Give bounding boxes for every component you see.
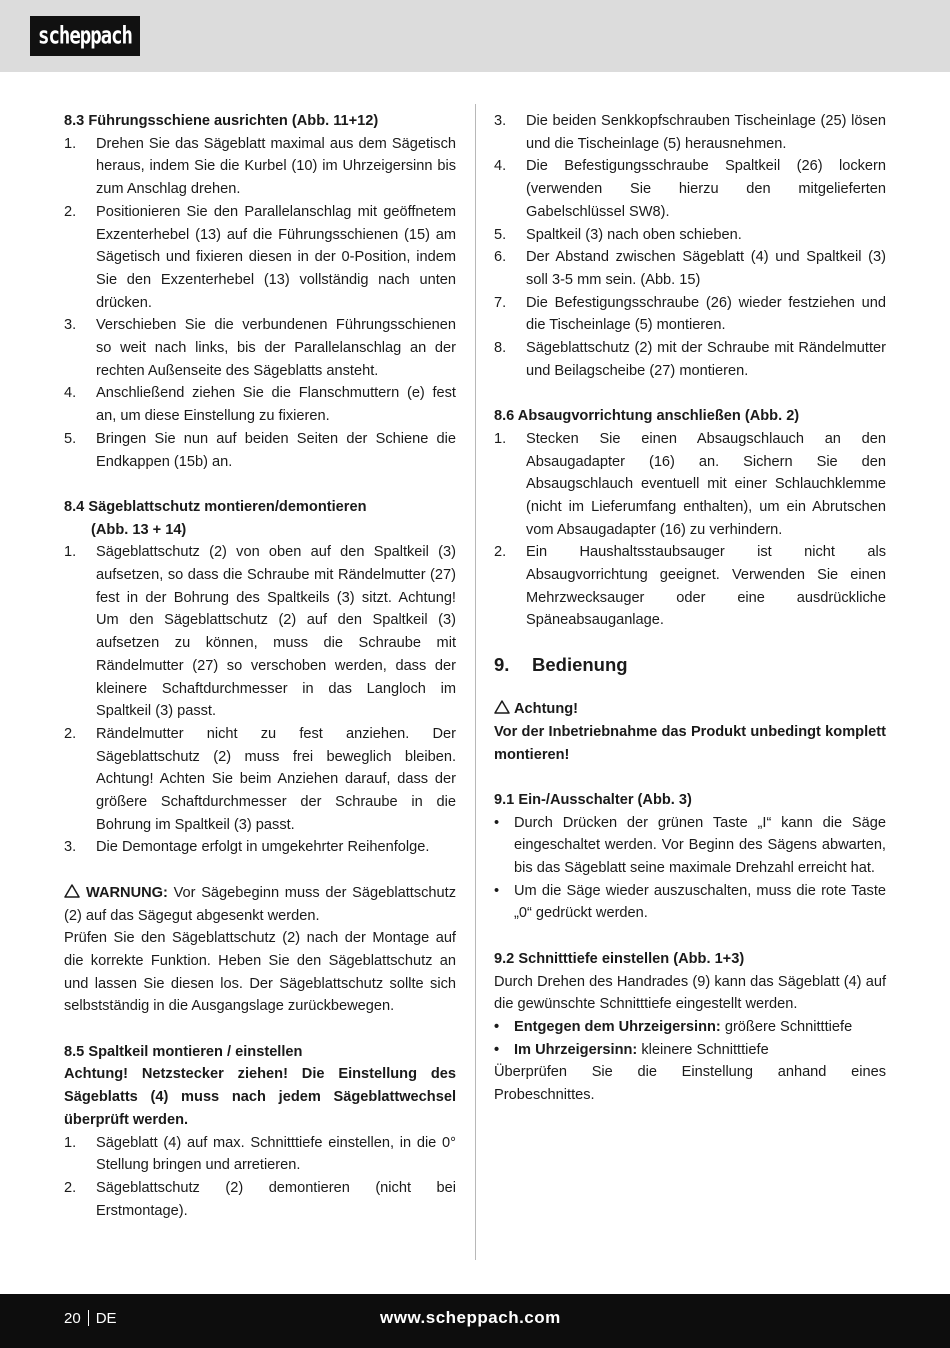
section-9-1-title: 9.1 Ein-/Ausschalter (Abb. 3) (494, 791, 692, 808)
footer-separator (88, 1310, 89, 1326)
list-item: • Durch Drücken der grünen Taste „I“ kann die Säge eingeschaltet werden. Vor Beginn des Sägens abwarten, bis das Sägeblatt seine maximale Drehzahl erreicht hat. (494, 814, 886, 877)
section-9-2-intro: Durch Drehen des Handrades (9) kann das Sägeblatt (4) auf die gewünschte Schnitttiefe eingestellt werden. (494, 973, 886, 1013)
list-item: 1. Sägeblatt (4) auf max. Schnitttiefe einstellen, in die 0° Stellung bringen und arretieren. (64, 1134, 456, 1174)
caution-text: Vor der Inbetriebnahme das Produkt unbedingt komplett montieren! (494, 723, 886, 763)
list-item: 1. Drehen Sie das Sägeblatt maximal aus dem Sägetisch heraus, indem Sie die Kurbel (10) im Uhrzeigersinn bis zum Anschlag drehen. (64, 135, 456, 198)
warning-text: Vor Sägebeginn muss der Sägeblattschutz (2) auf das Sägegut abgesenkt werden. (64, 884, 456, 924)
section-8-4-subtitle: (Abb. 13 + 14) (91, 521, 187, 538)
page-number-value: 20 (64, 1310, 81, 1327)
section-8-6-title: 8.6 Absaugvorrichtung anschließen (Abb. 2) (494, 408, 800, 425)
warning-label: WARNUNG: (86, 884, 168, 901)
section-9-2-outro: Überprüfen Sie die Einstellung anhand eines Probeschnittes. (494, 1064, 886, 1104)
warning-paragraph (64, 882, 456, 927)
section-9-2-title: 9.2 Schnitttiefe einstellen (Abb. 1+3) (494, 950, 745, 967)
list-item: 2. Positionieren Sie den Parallelanschlag mit geöffnetem Exzenterhebel (13) auf die Führungsschienen (15) am Sägetisch und fixieren diesen in der 0-Position, indem Sie den Exzenterhebel (13) vollständig nach unten drücken. (64, 203, 456, 311)
section-9-number: 9. (494, 654, 510, 676)
language-code: DE (95, 1310, 117, 1327)
list-item: 1. Stecken Sie einen Absaugschlauch an den Absaugadapter (16) an. Sichern Sie den Absaugschlauch eventuell mit einer Schlauchklemme (nicht im Lieferumfang enthalten), um ein Abrutschen vom Absaugadapter (16) zu verhindern. (494, 430, 886, 538)
section-8-5-list-continued (494, 110, 886, 382)
caution-heading (494, 698, 886, 721)
website-link[interactable]: www.scheppach.com (380, 1308, 561, 1327)
list-item: • Um die Säge wieder auszuschalten, muss die rote Taste „0“ gedrückt werden. (494, 882, 886, 922)
list-item: 4. Anschließend ziehen Sie die Flanschmuttern (e) fest an, um diese Einstellung zu fixieren. (64, 385, 456, 425)
list-item: 4. Die Befestigungsschraube Spaltkeil (26) lockern (verwenden Sie hierzu den mitgelieferten Gabelschlüssel SW8). (494, 158, 886, 220)
section-9-title: Bedienung (532, 654, 628, 676)
section-8-6-list (494, 428, 886, 632)
section-8-4-title: 8.4 Sägeblattschutz montieren/demontieren (64, 498, 367, 515)
page-number (64, 1310, 117, 1327)
list-item: • Im Uhrzeigersinn: kleinere Schnitttiefe (494, 1041, 769, 1058)
section-8-5-list (64, 1132, 456, 1223)
section-8-3-list (64, 133, 456, 474)
check-paragraph: Prüfen Sie den Sägeblattschutz (2) nach der Montage auf die korrekte Funktion. Heben Sie den Sägeblattschutz an und lassen Sie diesen los. Der Sägeblattschutz sollte sich selbstständig in die Ausgangslage zurückbewegen. (64, 930, 456, 1015)
caution-label: Achtung! (514, 701, 579, 718)
left-column (64, 110, 456, 1222)
list-item: 2. Sägeblattschutz (2) demontieren (nicht bei Erstmontage). (64, 1180, 456, 1219)
list-item: 5. Bringen Sie nun auf beiden Seiten der Schiene die Endkappen (15b) an. (64, 430, 456, 470)
section-9-heading (494, 652, 886, 678)
scheppach-logo (30, 16, 140, 56)
list-item: 3. Verschieben Sie die verbundenen Führungsschienen so weit nach links, bis der Parallelanschlag an der rechten Außenseite des Sägeblatts ansteht. (64, 317, 456, 379)
logo-text: scheppach (38, 22, 132, 50)
list-item: • Entgegen dem Uhrzeigersinn: größere Schnitttiefe (494, 1018, 853, 1035)
list-item: 6. Der Abstand zwischen Sägeblatt (4) und Spaltkeil (3) soll 3-5 mm sein. (Abb. 15) (494, 249, 886, 288)
list-item: 8. Sägeblattschutz (2) mit der Schraube mit Rändelmutter und Beilagscheibe (27) montieren. (494, 340, 886, 379)
section-9-2-list (494, 1016, 886, 1061)
page-header (0, 0, 950, 72)
right-column (494, 110, 886, 1107)
section-9-1-list (494, 812, 886, 926)
list-item: 1. Sägeblattschutz (2) von oben auf den Spaltkeil (3) aufsetzen, so dass die Schraube mit Rändelmutter (27) fest in der Bohrung des Spaltkeils (3) sitzt. Achtung! Um den Sägeblattschutz (2) auf den Spaltkeil (3) aufsetzen zu können, muss die Schraube mit Rändelmutter (27) so verschoben werden, dass der kleinere Schaftdurchmesser in das Langloch im Spaltkeil (3) passt. (64, 544, 456, 720)
list-item: 7. Die Befestigungsschraube (26) wieder festziehen und die Tischeinlage (5) montieren. (494, 294, 886, 334)
list-item: 2. Rändelmutter nicht zu fest anziehen. Der Sägeblattschutz (2) muss frei beweglich bleiben. Achtung! Achten Sie beim Anziehen darauf, dass der größere Schaftdurchmesser der Schraube in die Bohrung im Spaltkeil (3) passt. (64, 725, 456, 833)
list-item: 3. Die beiden Senkkopfschrauben Tischeinlage (25) lösen und die Tischeinlage (5) herausnehmen. (494, 113, 886, 152)
section-8-4-list (64, 541, 456, 859)
section-8-5-title: 8.5 Spaltkeil montieren / einstellen (64, 1043, 303, 1060)
warning-triangle-icon (494, 700, 510, 714)
section-8-3-title: 8.3 Führungsschiene ausrichten (Abb. 11+12) (64, 113, 379, 129)
column-divider (475, 104, 476, 1260)
list-item: 3. Die Demontage erfolgt in umgekehrter Reihenfolge. (64, 839, 430, 856)
section-8-5-note: Achtung! Netzstecker ziehen! Die Einstellung des Sägeblatts (4) muss nach jedem Sägeblattwechsel überprüft werden. (64, 1066, 456, 1128)
page-footer (0, 1294, 950, 1348)
list-item: 2. Ein Haushaltsstaubsauger ist nicht als Absaugvorrichtung geeignet. Verwenden Sie einen Mehrzwecksauger oder eine ausdrückliche Späneabsauganlage. (494, 544, 886, 629)
warning-triangle-icon (64, 884, 80, 898)
list-item: 5. Spaltkeil (3) nach oben schieben. (494, 226, 742, 243)
